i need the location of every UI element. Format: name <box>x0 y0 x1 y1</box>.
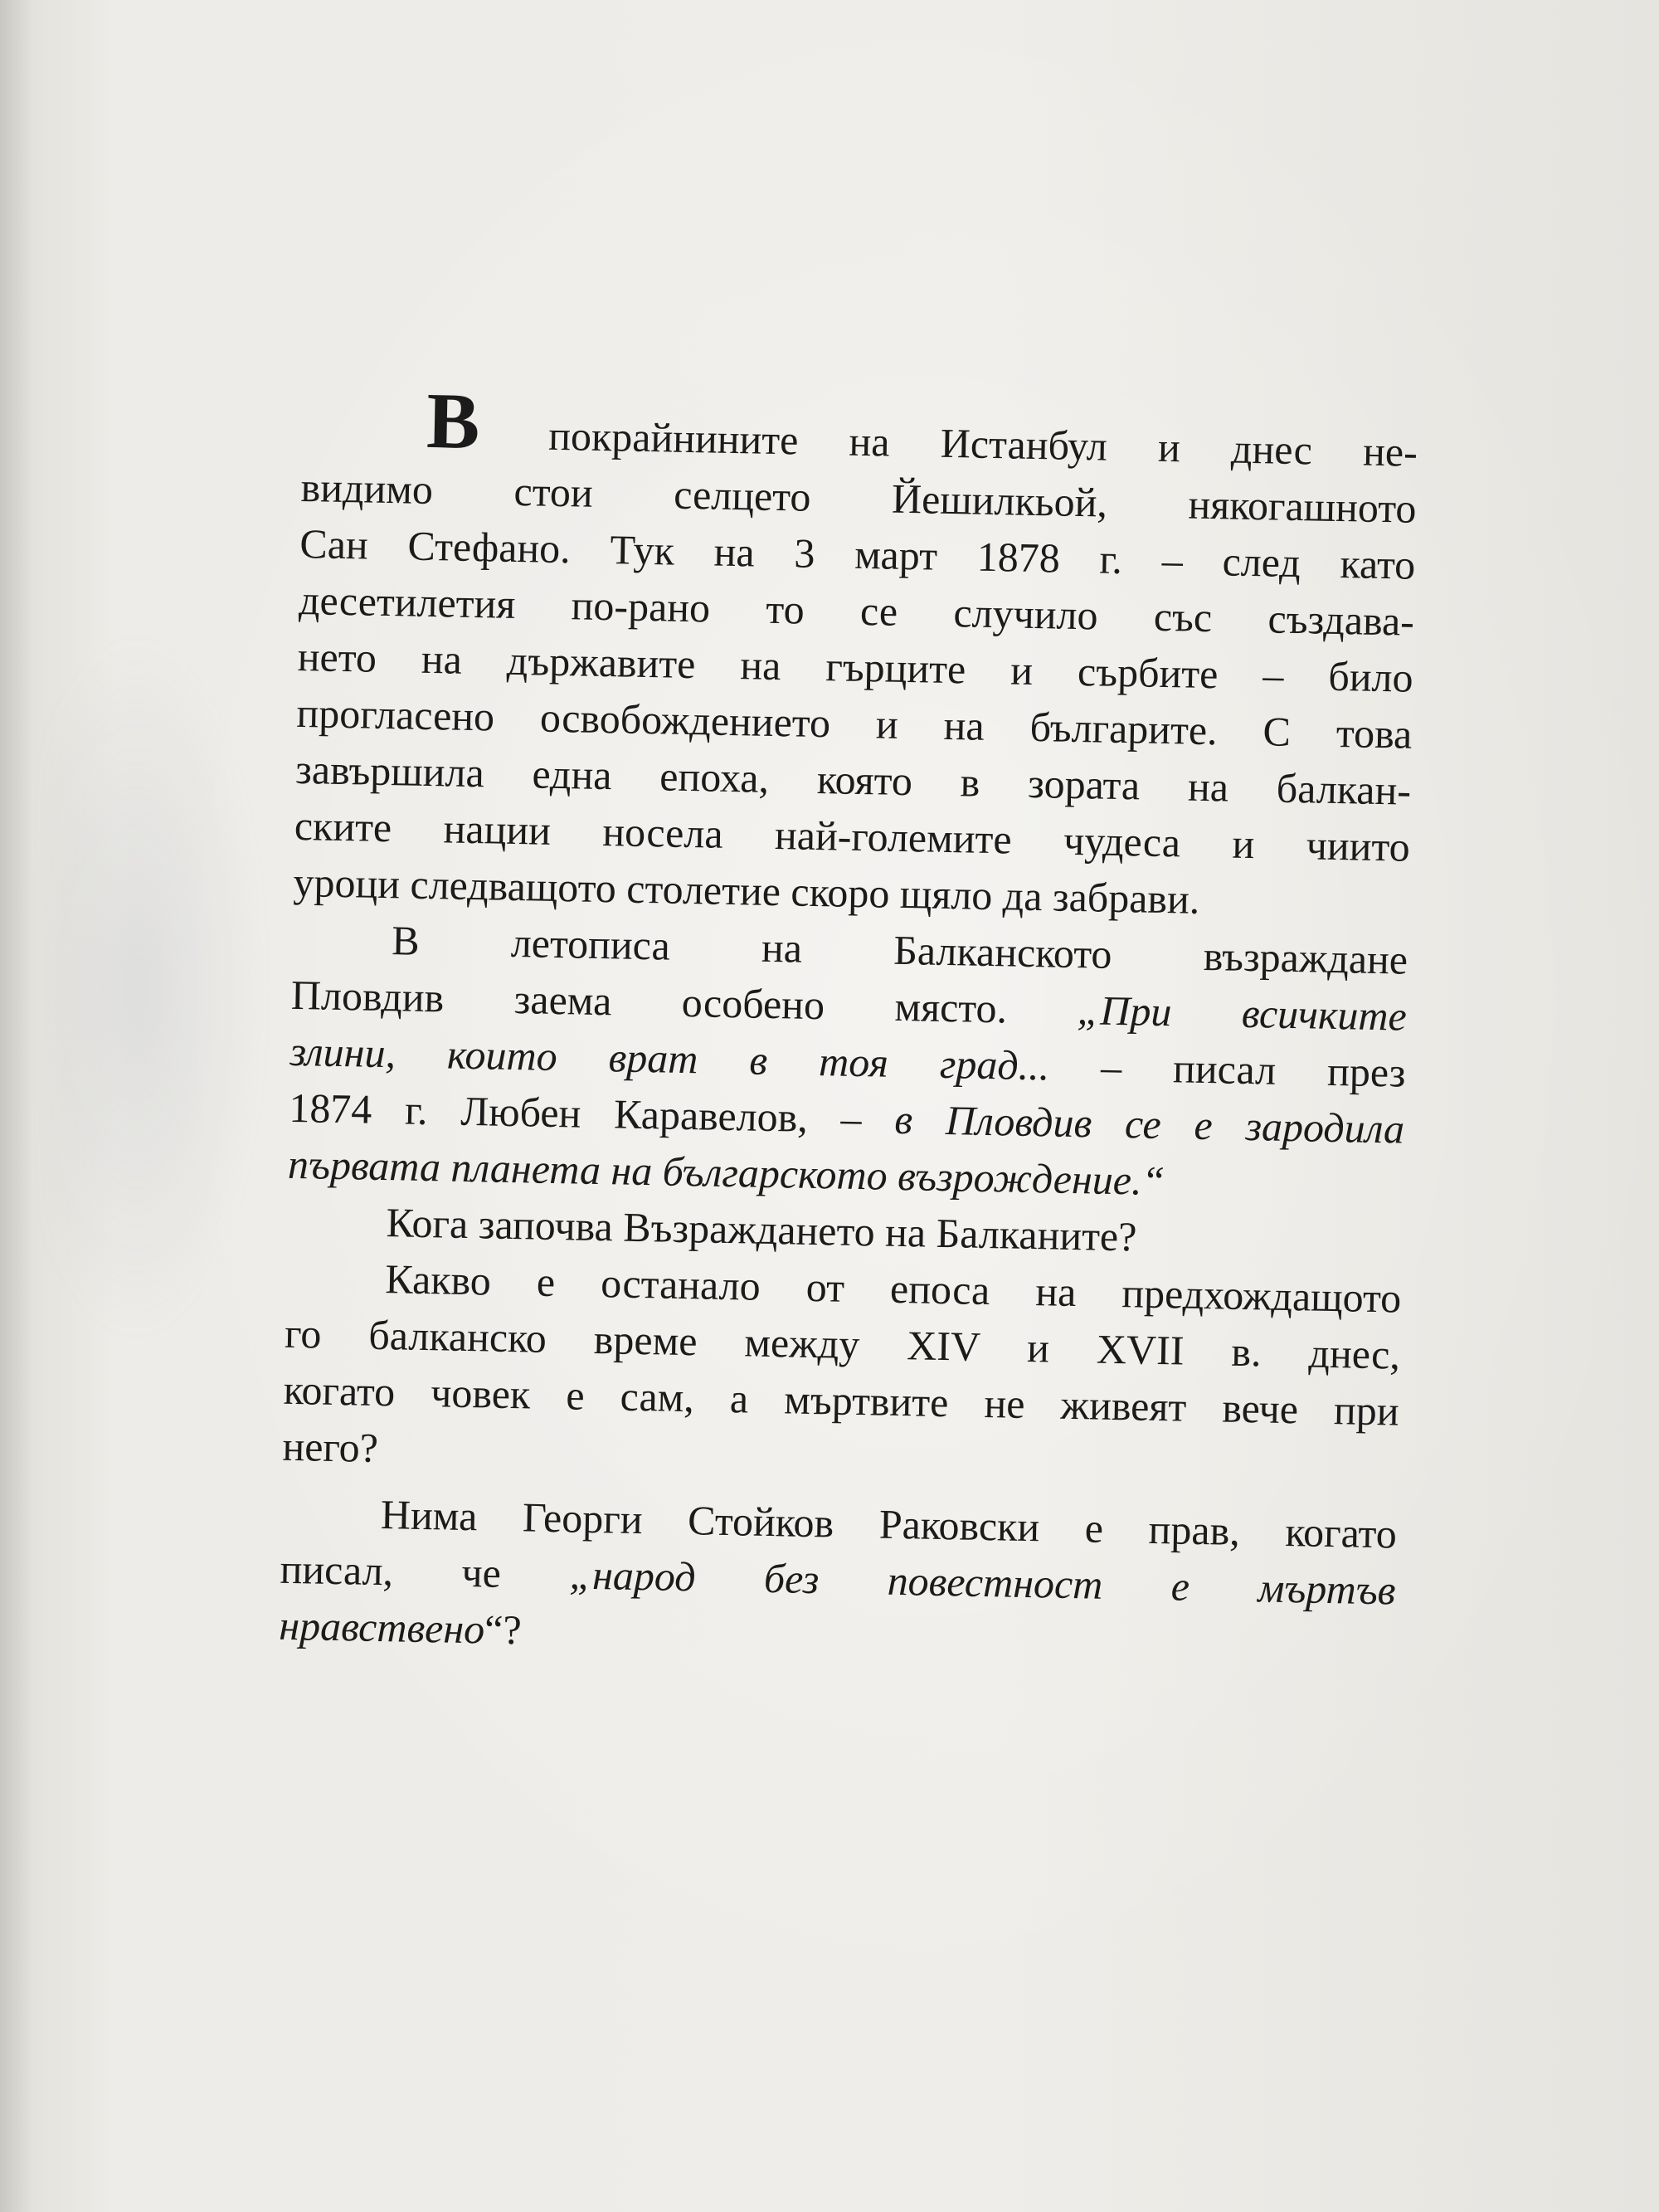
text-line: Какво е останало от епоса на предхождащото <box>384 1255 1402 1322</box>
paragraph-5 <box>279 1484 1398 1675</box>
text-line: прогласено освобождението и на българите. С това <box>295 689 1413 758</box>
text-line: Пловдив заема особено място. „При всичките <box>290 971 1408 1040</box>
text-line: Кога започва Възраждането на Балканите? <box>386 1199 1137 1260</box>
drop-cap: В <box>426 375 481 466</box>
text-line: когато човек е сам, а мъртвите не живеят вече при <box>283 1366 1400 1435</box>
body-text <box>278 375 1418 1675</box>
paragraph-2 <box>287 910 1408 1214</box>
text-line: писал, че „народ без повестност е мъртъв <box>280 1545 1397 1614</box>
text-line: първата планета на българското възрождение.“ <box>287 1140 1165 1205</box>
paragraph-1 <box>293 375 1418 932</box>
text-line: В покрайнините на Истанбул и днес не- <box>426 375 1418 475</box>
text-line: го балканско време между XIV и XVII в. днес, <box>284 1309 1401 1378</box>
text-line: нето на държавите на гърците и сърбите – било <box>297 632 1414 701</box>
ink-bleed-through <box>50 631 265 1344</box>
paragraph-4 <box>282 1249 1402 1496</box>
text-line: завършила една епоха, която в зората на балкан- <box>294 745 1412 814</box>
text-line: В летописа на Балканското възраждане <box>391 917 1408 983</box>
text-line: видимо стои селцето Йешилкьой, някогашното <box>300 463 1418 532</box>
text-line: Нима Георги Стойков Раковски е прав, когато <box>380 1491 1398 1557</box>
text-line: него? <box>282 1422 379 1471</box>
text-line: Сан Стефано. Тук на 3 март 1878 г. – след като <box>299 519 1416 588</box>
text-line: нравствено“? <box>278 1601 523 1654</box>
text-line: уроци следващото столетие скоро щяло да забрави. <box>293 858 1200 923</box>
text-line: ските нации носела най-големите чудеса и чиито <box>294 801 1411 870</box>
text-line: злини, които врат в тоя град... – писал през <box>289 1027 1407 1096</box>
text-line: десетилетия по-рано то се случило със създава- <box>298 576 1415 645</box>
text-line: 1874 г. Любен Каравелов, – в Пловдив се е зародила <box>288 1084 1405 1152</box>
